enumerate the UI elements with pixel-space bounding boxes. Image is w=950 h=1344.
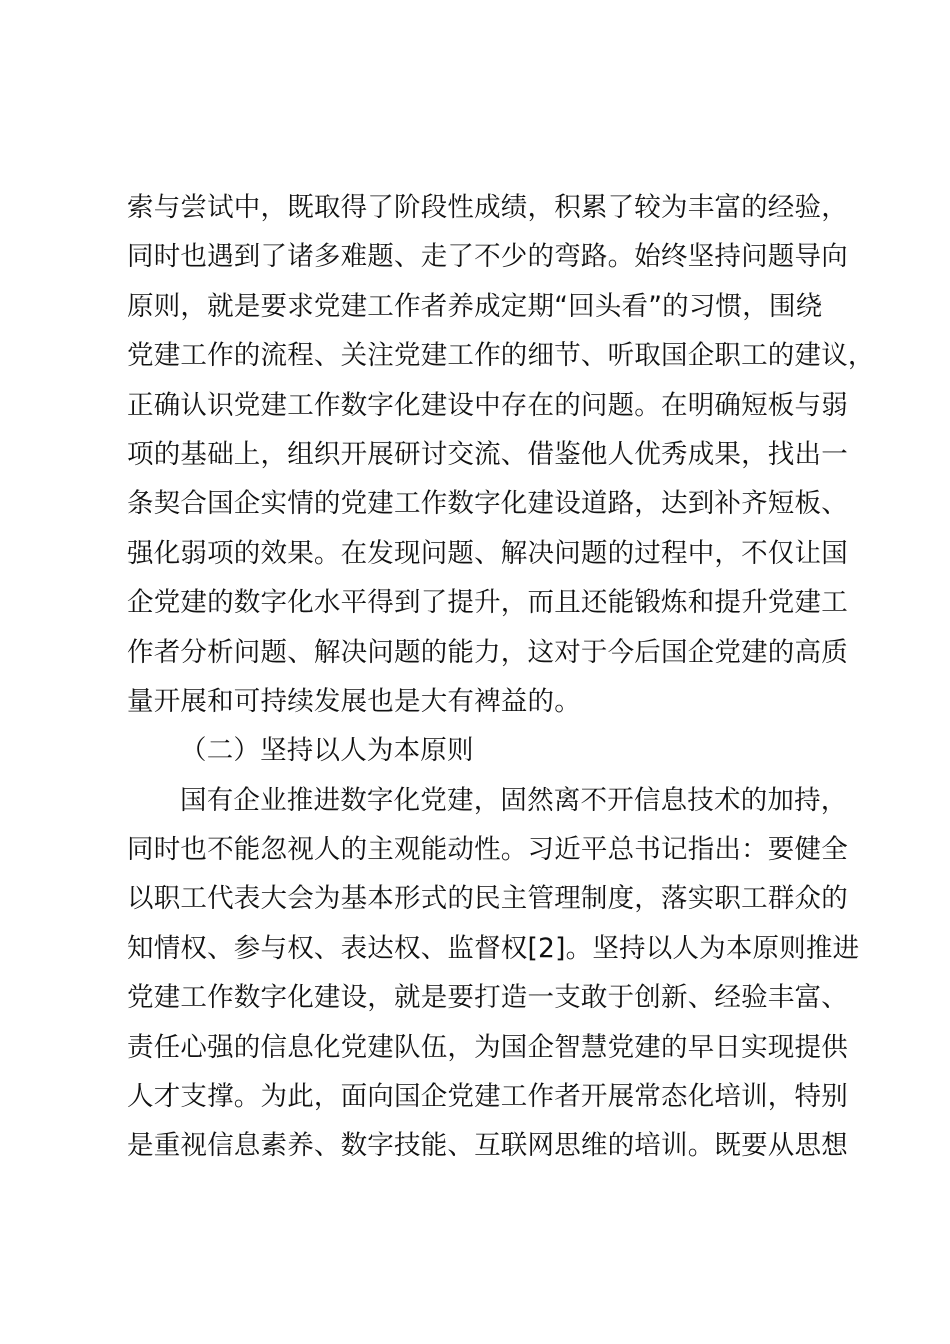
paragraph-line: 是重视信息素养、数字技能、互联网思维的培训。既要从思想 xyxy=(127,1130,848,1162)
paragraph-line: 党建工作的流程、关注党建工作的细节、听取国企职工的建议， xyxy=(127,340,875,372)
paragraph-line: 企党建的数字化水平得到了提升，而且还能锻炼和提升党建工 xyxy=(127,587,848,619)
body-text xyxy=(127,183,875,1171)
paragraph-line: 同时也不能忽视人的主观能动性。习近平总书记指出：要健全 xyxy=(127,834,848,866)
paragraph-line: 原则，就是要求党建工作者养成定期“回头看”的习惯，围绕 xyxy=(127,290,823,322)
paragraph-line: 同时也遇到了诸多难题、走了不少的弯路。始终坚持问题导向 xyxy=(127,241,848,273)
paragraph-line: 强化弱项的效果。在发现问题、解决问题的过程中，不仅让国 xyxy=(127,537,848,569)
paragraph-line: 索与尝试中，既取得了阶段性成绩，积累了较为丰富的经验， xyxy=(127,192,848,223)
paragraph-line: 正确认识党建工作数字化建设中存在的问题。在明确短板与弱 xyxy=(127,389,848,421)
paragraph-line: 量开展和可持续发展也是大有裨益的。 xyxy=(127,685,581,717)
paragraph-line: 作者分析问题、解决问题的能力，这对于今后国企党建的高质 xyxy=(127,636,848,668)
paragraph-line: 项的基础上，组织开展研讨交流、借鉴他人优秀成果，找出一 xyxy=(127,438,848,470)
section-heading: （二）坚持以人为本原则 xyxy=(180,735,474,767)
paragraph-line: 党建工作数字化建设，就是要打造一支敢于创新、经验丰富、 xyxy=(127,982,848,1014)
paragraph-line: 责任心强的信息化党建队伍，为国企智慧党建的早日实现提供 xyxy=(127,1031,848,1063)
paragraph-line: 人才支撑。为此，面向国企党建工作者开展常态化培训，特别 xyxy=(127,1081,848,1113)
paragraph-line: 国有企业推进数字化党建，固然离不开信息技术的加持， xyxy=(180,784,848,816)
paragraph-line: 知情权、参与权、表达权、监督权[2]。坚持以人为本原则推进 xyxy=(127,932,860,964)
paragraph-line: 条契合国企实情的党建工作数字化建设道路，达到补齐短板、 xyxy=(127,488,848,520)
paragraph-line: 以职工代表大会为基本形式的民主管理制度，落实职工群众的 xyxy=(127,883,848,915)
